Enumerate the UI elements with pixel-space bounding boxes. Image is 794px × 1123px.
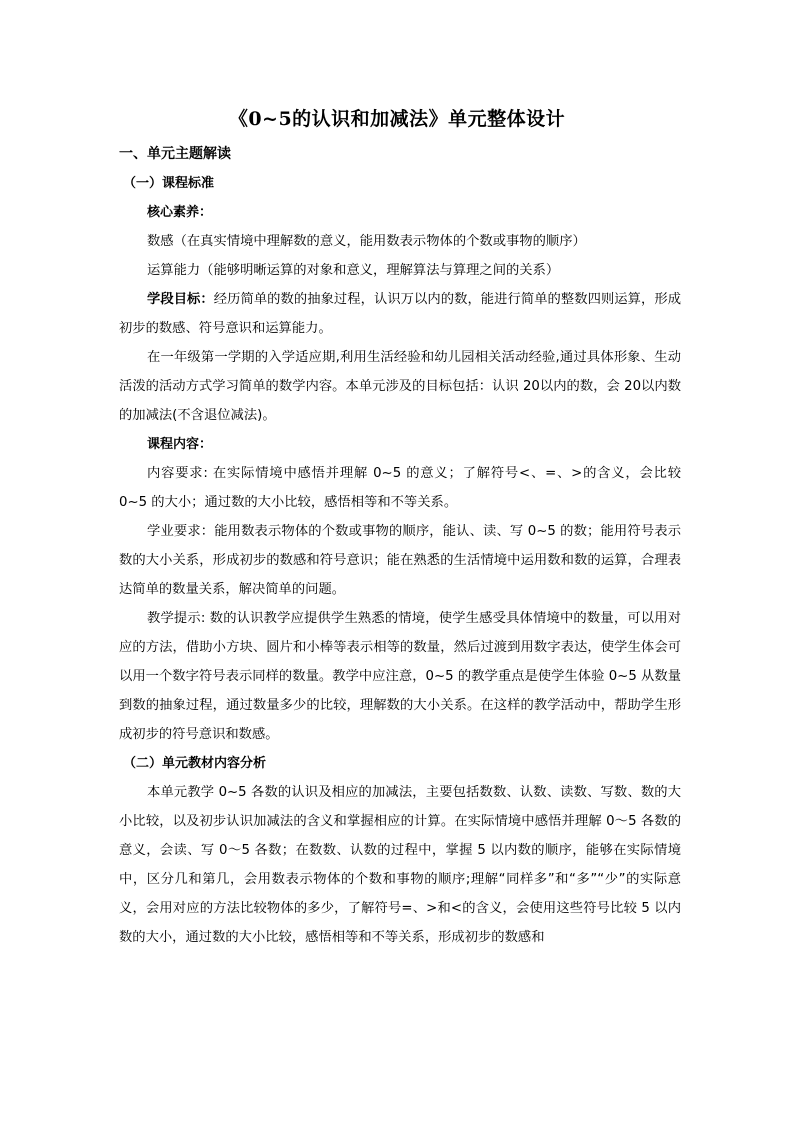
teaching-tip-paragraph: 教学提示: 数的认识教学应提供学生熟悉的情境，使学生感受具体情境中的数量，可以用对应的方法，借助小方块、圆片和小棒等表示相等的数量，然后过渡到用数字表达，使学生体会可以用一个数字符号表示同样的数量。教学中应注意，0~5 的教学重点是使学生体验 0~5 从数量到数的抽象过程，通过数量多少的比较，理解数的大小关系。在这样的教学活动中，帮助学生形成初步的符号意识和数感。 [119,611,681,742]
content-requirement-paragraph: 内容要求: 在实际情境中感悟并理解 0~5 的意义；了解符号<、=、>的含义，会比较 0~5 的大小；通过数的大小比较，感悟相等和不等关系。 [119,466,681,510]
core-literacy-computation: 运算能力（能够明晰运算的对象和意义，理解算法与算理之间的关系） [147,263,560,278]
core-literacy-number-sense: 数感（在真实情境中理解数的意义，能用数表示物体的个数或事物的顺序） [147,234,586,249]
document-body [119,140,681,952]
core-literacy-label: 核心素养： [147,205,213,220]
stage-goal-label: 学段目标： [147,292,214,307]
academic-requirement-paragraph: 学业要求：能用数表示物体的个数或事物的顺序，能认、读、写 0~5 的数；能用符号表示数的大小关系，形成初步的数感和符号意识；能在熟悉的生活情境中运用数和数的运算，合理表达简单的数量关系，解决简单的问题。 [119,524,681,597]
intro-paragraph: 在一年级第一学期的入学适应期,利用生活经验和幼儿园相关活动经验,通过具体形象、生动活泼的活动方式学习简单的数学内容。本单元涉及的目标包括：认识 20以内的数，会 20以内数的加减法(不含退位减法)。 [119,350,681,423]
section-heading-1: 一、单元主题解读 [119,146,231,162]
stage-goal-text: 经历简单的数的抽象过程，认识万以内的数，能进行简单的整数四则运算，形成初步的数感、符号意识和运算能力。 [119,292,682,336]
textbook-analysis-paragraph: 本单元教学 0~5 各数的认识及相应的加减法，主要包括数数、认数、读数、写数、数的大小比较，以及初步认识加减法的含义和掌握相应的计算。在实际情境中感悟并理解 0～5 各数的意义，会读、写 0～5 各数；在数数、认数的过程中，掌握 5 以内数的顺序，能够在实际情境中，区分几和第几，会用数表示物体的个数和事物的顺序;理解“同样多”和“多”“少”的实际意义，会用对应的方法比较物体的多少，了解符号=、>和<的含义，会使用这些符号比较 5 以内数的大小，通过数的大小比较，感悟相等和不等关系，形成初步的数感和 [119,785,681,945]
document-title: 《0~5的认识和加减法》单元整体设计 [228,108,566,130]
subsection-heading-curriculum: （一）课程标准 [123,176,215,191]
course-content-label: 课程内容： [147,437,213,452]
subsection-heading-textbook: （二）单元教材内容分析 [123,756,267,771]
stage-goal-paragraph [119,285,681,343]
